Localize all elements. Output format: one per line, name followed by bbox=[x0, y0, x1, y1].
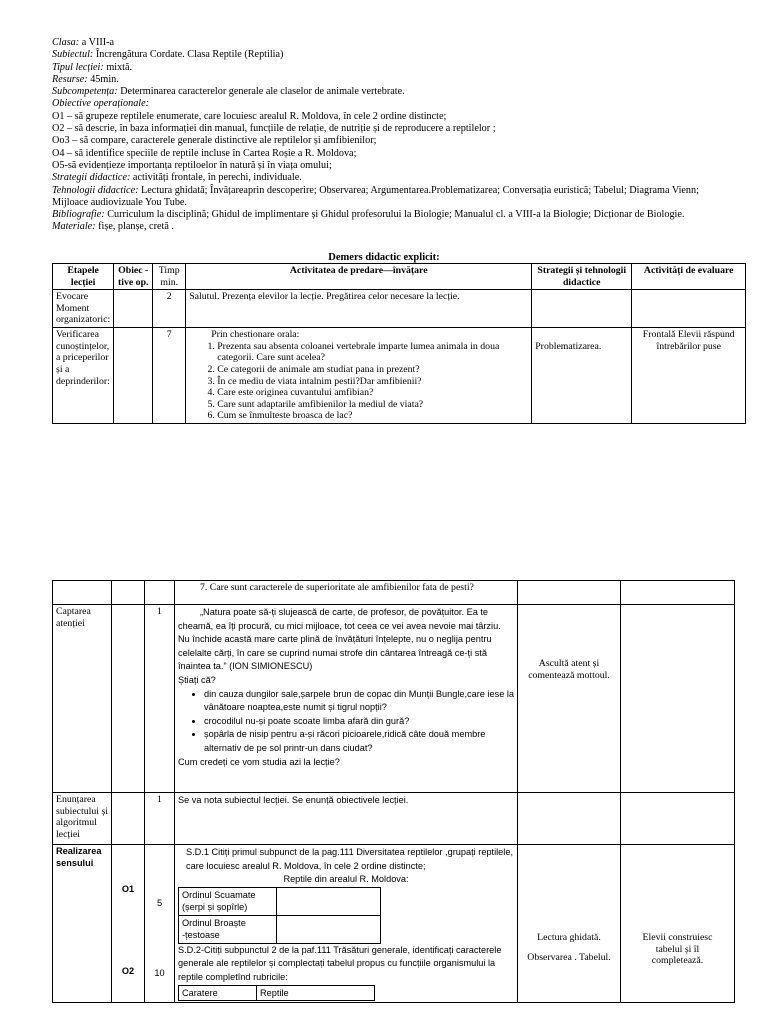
table-row: Ordinul Broaște -țestoase bbox=[179, 915, 381, 943]
objective-cell: O1 O2 bbox=[112, 845, 145, 1003]
strategy-cell bbox=[532, 290, 632, 328]
activity-cell: Salutul. Prezența elevilor la lecție. Pregătirea celor necesare la lecție. bbox=[186, 290, 532, 328]
header-line-resurse: Resurse: 45min. bbox=[52, 73, 119, 85]
time-cell: 5 10 bbox=[145, 845, 175, 1003]
list-item: 1. Prezenta sau absenta coloanei vertebrale imparte lumea animala in doua categorii. Care sunt acelea? bbox=[217, 341, 528, 364]
time-cell bbox=[145, 581, 175, 605]
list-item: 5. Care sunt adaptarile amfibienilor la mediul de viata? bbox=[217, 399, 528, 411]
list-item: 3. În ce mediu de viata intalnim pestii?Dar amfibienii? bbox=[217, 376, 528, 388]
header-line-clasa: Clasa: a VIII-a bbox=[52, 37, 115, 48]
stage-cell: Captarea atenției bbox=[53, 605, 112, 793]
sd1-text: S.D.1 Citiți primul subpunct de la pag.111 Diversitatea reptilelor ,grupați reptilele, care locuiesc arealul R. Moldova, în cele 2 ordine distincte; bbox=[186, 847, 513, 871]
header-line-tipul: Tipul lecției: mixtă. bbox=[52, 61, 133, 73]
table-row bbox=[53, 581, 735, 605]
evaluation-cell bbox=[632, 290, 746, 328]
header-etapele: Etapele lecției bbox=[53, 264, 114, 290]
strategy-cell: Lectura ghidată. Observarea . Tabelul. bbox=[518, 845, 621, 1003]
time-cell: 1 bbox=[145, 793, 175, 845]
list-item: 2. Ce categorii de animale am studiat pana in prezent? bbox=[217, 364, 528, 376]
table-row bbox=[53, 793, 735, 845]
lesson-table-page2 bbox=[52, 580, 735, 1003]
header-evaluare: Activități de evaluare bbox=[632, 264, 746, 290]
list-item: • șopârla de nisip pentru a-și răcori picioarele,ridică câte două membre alternativ de pe sol printr-un dans ciudat? bbox=[204, 728, 514, 755]
list-item: • crocodilul nu-și poate scoate limba afară din gură? bbox=[204, 715, 514, 729]
header-obiective: Obiec - tive op. bbox=[114, 264, 153, 290]
objective-cell bbox=[114, 290, 153, 328]
list-item: 4. Care este originea cuvantului amfibian? bbox=[217, 387, 528, 399]
demers-title: Demers didactic explicit: bbox=[328, 252, 440, 263]
objective-o5: O5-să evidențieze importanța reptiloelor în natură și în viața omului; bbox=[52, 159, 332, 171]
lesson-table-page1 bbox=[52, 263, 746, 424]
question-line: Cum credeți ce vom studia azi la lecție? bbox=[178, 756, 340, 767]
header-line-subiectul: Subiectul: Încrengătura Cordate. Clasa Reptile (Reptilia) bbox=[52, 49, 284, 61]
verif-question-list bbox=[189, 341, 528, 422]
table-row bbox=[53, 845, 735, 1003]
stiati-heading: Știați că? bbox=[178, 674, 216, 685]
reptile-table-title: Reptile din arealul R. Moldova: bbox=[283, 874, 409, 885]
table-row: Caratere Reptile bbox=[179, 985, 375, 1001]
strategy-cell bbox=[518, 793, 621, 845]
list-item: • din cauza dungilor sale,șarpele brun de copac din Munții Bungle,care iese la vânătoare noaptea,este numit și tigrul nopții? bbox=[204, 688, 514, 715]
table-row bbox=[53, 605, 735, 793]
orders-table bbox=[178, 887, 381, 944]
table-header-row bbox=[53, 264, 746, 290]
header-activitatea: Activitatea de predare—învățare bbox=[186, 264, 532, 290]
strategy-cell: Ascultă atent și comentează mottoul. bbox=[518, 605, 621, 793]
materials-line: Materiale: fișe, planșe, cretă . bbox=[52, 221, 174, 233]
stage-cell: Evocare Moment organizatoric: bbox=[53, 290, 114, 328]
list-item: 6. Cum se înmulteste broasca de lac? bbox=[217, 410, 528, 422]
verif-intro: Prin chestionare orala: bbox=[211, 329, 300, 341]
activity-cell: Se va nota subiectul lecției. Se enunță obiectivele lecției. bbox=[175, 793, 518, 845]
motto-quote: „Natura poate să-ți slujească de carte, de profesor, de povățuitor. Ea te cheamă, ea îți procură, cu mici mijloace, tot ceea ce vei avea nevoie mai târziu. Nu închide acastă mare carte plină de învățături înțelepte, nu o neglija pentru celelalte cărți, în care se cuprind numai strofe din cântarea întreagă ce-ți stă înaintea ta.” (ION SIMIONESCU) bbox=[178, 607, 501, 672]
table-row bbox=[53, 328, 746, 424]
technologies-line: Tehnologii didactice: Lectura ghidată; Învățareaprin descoperire; Observarea; Argumentarea.Problematizarea; Conversația euristică; Tabelul; Diagrama Vienn; Mijloace audiovizuale You Tube. bbox=[52, 184, 699, 208]
evaluation-cell: Frontală Elevii răspund întrebărilor puse bbox=[632, 328, 746, 424]
activity-cell bbox=[175, 605, 518, 793]
objective-o4: O4 – să identifice speciile de reptile incluse în Cartea Roșie a R. Moldova; bbox=[52, 147, 357, 159]
objective-o3: Oo3 – să compare, caracterele generale distinctive ale reptilelor și amfibienilor; bbox=[52, 135, 377, 147]
objective-cell bbox=[112, 793, 145, 845]
stage-cell: Realizarea sensului bbox=[53, 845, 112, 1003]
activity-cell bbox=[186, 328, 532, 424]
lesson-header bbox=[52, 37, 732, 234]
objective-cell bbox=[112, 581, 145, 605]
table-row bbox=[53, 290, 746, 328]
header-line-subcompetenta: Subcompetența: Determinarea caracterelor generale ale claselor de animale vertebrate. bbox=[52, 86, 405, 98]
objective-cell bbox=[112, 605, 145, 793]
header-line-obiective: Obiective operaționale: bbox=[52, 98, 150, 110]
stage-cell bbox=[53, 581, 112, 605]
activity-cell bbox=[175, 845, 518, 1003]
sd2-text: S.D.2-Citiți subpunctul 2 de la paf.111 Trăsături generale, identificați caracterele generale ale reptilelor și complectați tabelul propus cu funcțiile organismului la reptile completînd rubricile: bbox=[178, 944, 502, 982]
activity-cell: 7. Care sunt caracterele de superioritate ale amfibienilor fata de pesti? bbox=[175, 581, 518, 605]
evaluation-cell bbox=[621, 793, 735, 845]
table-row: Ordinul Scuamate (șerpi și șopîrle) bbox=[179, 887, 381, 915]
time-cell: 2 bbox=[153, 290, 186, 328]
strategies-line: Strategii didactice: activități frontale, în perechi, individuale. bbox=[52, 172, 302, 184]
evaluation-cell bbox=[621, 605, 735, 793]
stage-cell: Verificarea cunoștințelor, a priceperilor și a deprinderilor: bbox=[53, 328, 114, 424]
stage-cell: Enunțarea subiectului și algoritmul lecției bbox=[53, 793, 112, 845]
objective-o2: O2 – să descrie, în baza informației din manual, funcțiile de relație, de nutriție și de reproducere a reptilelor ; bbox=[52, 123, 496, 135]
header-strategii: Strategii și tehnologii didactice bbox=[532, 264, 632, 290]
facts-list bbox=[178, 688, 514, 756]
objective-o1: O1 – să grupeze reptilele enumerate, care locuiesc arealul R. Moldova, în cele 2 ordine distincte; bbox=[52, 110, 447, 122]
strategy-cell: Problematizarea. bbox=[532, 328, 632, 424]
time-cell: 7 bbox=[153, 328, 186, 424]
evaluation-cell bbox=[621, 581, 735, 605]
objective-cell bbox=[114, 328, 153, 424]
time-cell: 1 bbox=[145, 605, 175, 793]
evaluation-cell: Elevii construiesc tabelul și îl completează. bbox=[621, 845, 735, 1003]
traits-table bbox=[178, 985, 375, 1002]
strategy-cell bbox=[518, 581, 621, 605]
bibliography-line: Bibliografie: Curriculum la disciplină; Ghidul de implimentare și Ghidul profesorului la Biologie; Manualul cl. a VIII-a la Biologie; Dicționar de Biologie. bbox=[52, 209, 685, 221]
header-timp: Timp min. bbox=[153, 264, 186, 290]
